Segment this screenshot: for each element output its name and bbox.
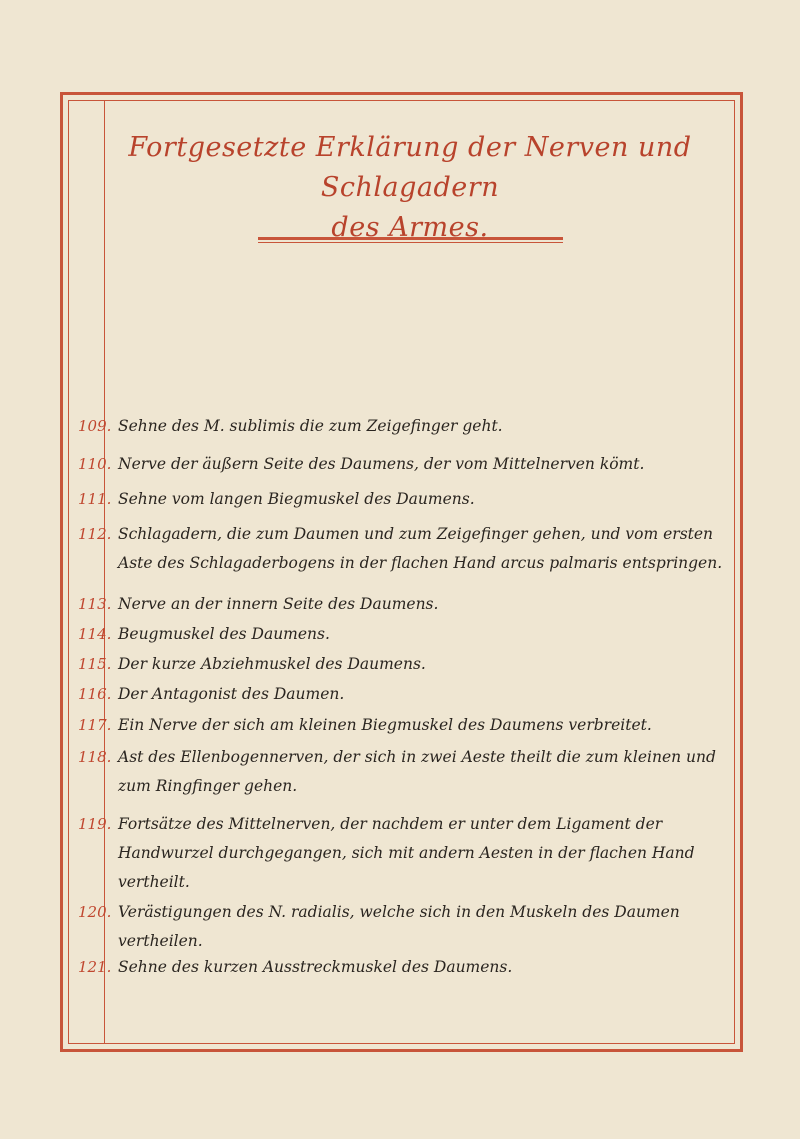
entry-text: Sehne vom langen Biegmuskel des Daumens. (118, 490, 475, 508)
entry-number: 114. (78, 625, 112, 643)
entry-text: Verästigungen des N. radialis, welche sich in den Muskeln des Daumen vertheilen. (118, 903, 680, 950)
entry-text: Nerve an der innern Seite des Daumens. (118, 595, 439, 613)
entry-number: 111. (78, 490, 112, 508)
entry-text: Schlagadern, die zum Daumen und zum Zeigefinger gehen, und vom ersten Aste des Schlagaderbogens in der flachen Hand arcus palmaris entspringen. (118, 525, 723, 572)
entry-text: Ein Nerve der sich am kleinen Biegmuskel des Daumens verbreitet. (118, 716, 652, 734)
entry-text: Der Antagonist des Daumen. (118, 685, 345, 703)
entry-text: Der kurze Abziehmuskel des Daumens. (118, 655, 426, 673)
entry-number: 119. (78, 815, 112, 833)
entry-number: 118. (78, 748, 112, 766)
entry-text: Ast des Ellenbogennerven, der sich in zwei Aeste theilt die zum kleinen und zum Ringfinger gehen. (118, 748, 716, 795)
entry-number: 117. (78, 716, 112, 734)
title-line-2: des Armes. (331, 212, 489, 243)
entry-number: 115. (78, 655, 112, 673)
page-title (110, 128, 710, 248)
entry-number: 110. (78, 455, 112, 473)
entry-text: Nerve der äußern Seite des Daumens, der vom Mittelnerven kömt. (118, 455, 645, 473)
entry-number: 113. (78, 595, 112, 613)
entry-text: Sehne des kurzen Ausstreckmuskel des Daumens. (118, 958, 513, 976)
entry-number: 121. (78, 958, 112, 976)
entry-number: 116. (78, 685, 112, 703)
entry-number: 109. (78, 417, 112, 435)
entry-text: Sehne des M. sublimis die zum Zeigefinger geht. (118, 417, 503, 435)
title-line-1: Fortgesetzte Erklärung der Nerven und Schlagadern (128, 132, 692, 203)
title-underline (258, 237, 563, 243)
entry-text: Beugmuskel des Daumens. (118, 625, 330, 643)
entry-text: Fortsätze des Mittelnerven, der nachdem er unter dem Ligament der Handwurzel durchgegangen, sich mit andern Aesten in der flachen Hand vertheilt. (118, 815, 695, 891)
entry-number: 112. (78, 525, 112, 543)
entry-number: 120. (78, 903, 112, 921)
